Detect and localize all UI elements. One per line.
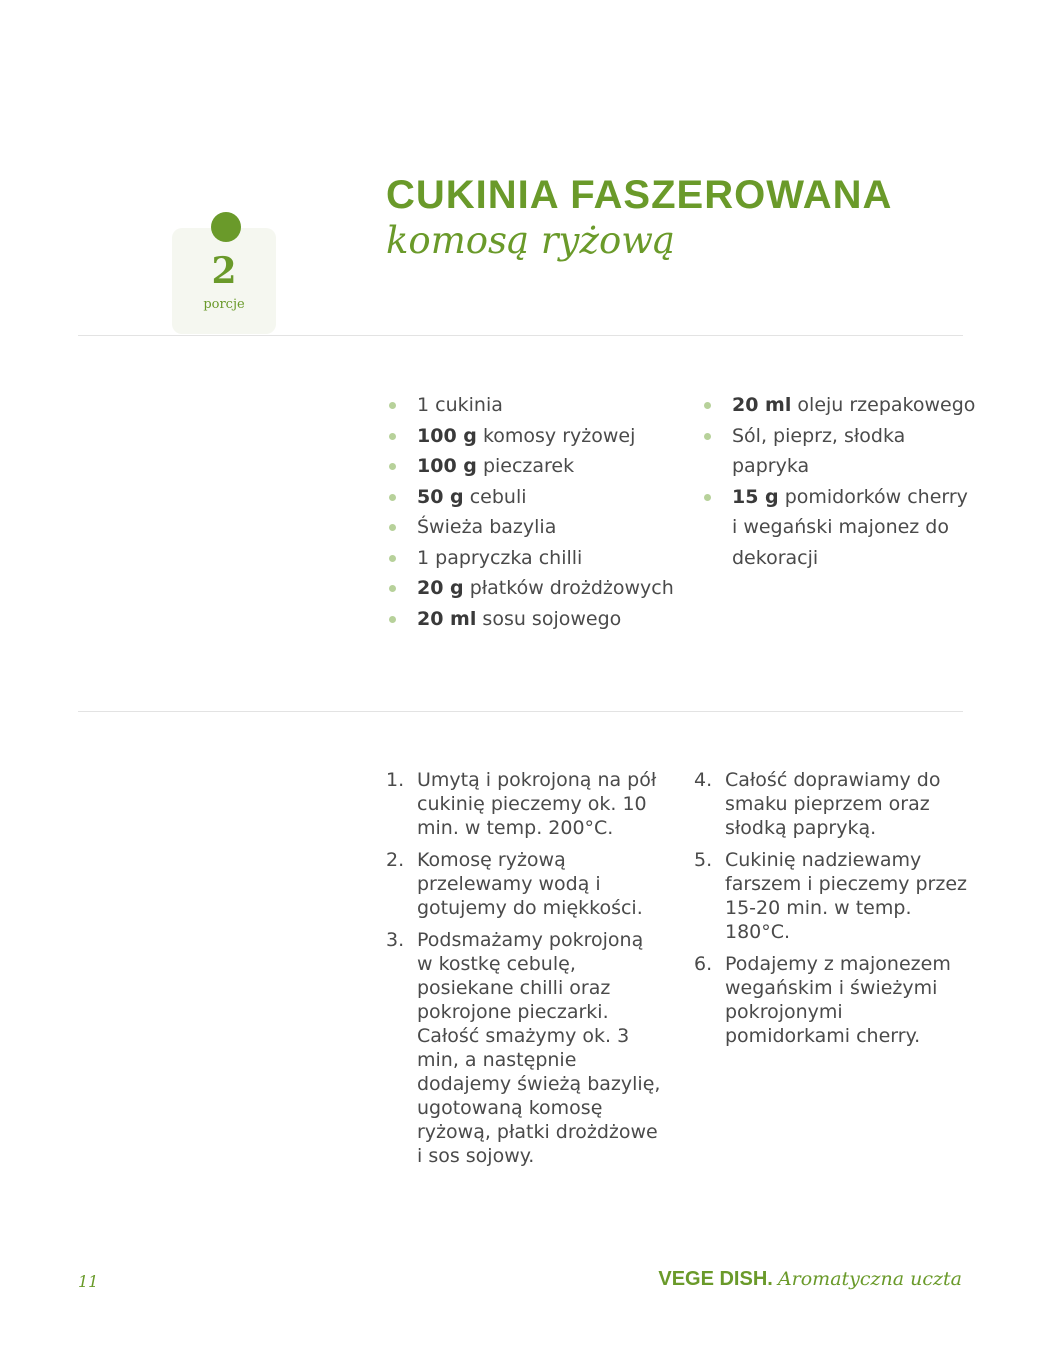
ingredient-item: [701, 390, 976, 421]
ingredient-item: [386, 512, 676, 543]
page-number: 11: [78, 1272, 99, 1291]
ingredient-item: [386, 390, 676, 421]
recipe-header: [386, 172, 892, 264]
servings-label: porcje: [203, 297, 245, 312]
ingredients-column-a: [386, 390, 676, 634]
servings-dot-icon: [211, 212, 241, 242]
step-number: 2.: [386, 849, 405, 871]
ingredient-quantity: 100 g: [417, 424, 477, 447]
step-text: Umytą i pokrojoną na pół cukinię pieczemy ok. 10 min. w temp. 200°C.: [417, 769, 657, 839]
ingredient-item: [386, 573, 676, 604]
ingredient-text: Sól, pieprz, słodka papryka: [732, 424, 906, 477]
divider-top: [78, 335, 963, 336]
recipe-subtitle: komosą ryżową: [386, 219, 675, 262]
step-number: 3.: [386, 929, 405, 951]
step-text: Komosę ryżową przelewamy wodą i gotujemy do miękkości.: [417, 849, 643, 919]
step-text: Podsmażamy pokrojoną w kostkę cebulę, posiekane chilli oraz pokrojone pieczarki. Całość smażymy ok. 3 min, a następnie dodajemy świeżą bazylię, ugotowaną komosę ryżową, płatki drożdżowe i sos sojowy.: [417, 929, 661, 1167]
divider-middle: [78, 711, 963, 712]
step-text: Cukinię nadziewamy farszem i pieczemy przez 15-20 min. w temp. 180°C.: [725, 849, 968, 943]
ingredient-item: [386, 482, 676, 513]
ingredient-text: Świeża bazylia: [417, 516, 557, 538]
steps-column-a: [386, 768, 661, 1176]
ingredient-item: [701, 421, 976, 482]
ingredient-text: pomidorków cherry i wegański majonez do dekoracji: [732, 485, 968, 569]
ingredient-quantity: 50 g: [417, 485, 464, 508]
ingredient-item: [386, 543, 676, 574]
step-text: Podajemy z majonezem wegańskim i świeżymi pokrojonymi pomidorkami cherry.: [725, 953, 951, 1047]
ingredient-item: [386, 451, 676, 482]
ingredient-text: 1 papryczka chilli: [417, 546, 583, 569]
step-number: 4.: [694, 769, 713, 791]
ingredient-quantity: 20 ml: [417, 607, 477, 630]
brand-name: VEGE DISH.: [658, 1268, 773, 1290]
step-item: [694, 768, 969, 840]
servings-count: 2: [211, 250, 237, 292]
step-number: 5.: [694, 849, 713, 871]
brand-tagline: Aromatyczna uczta: [777, 1268, 962, 1290]
ingredient-text: sosu sojowego: [482, 607, 622, 630]
ingredient-text: 1 cukinia: [417, 394, 503, 416]
step-text: Całość doprawiamy do smaku pieprzem oraz słodką papryką.: [725, 769, 941, 839]
step-item: [386, 928, 661, 1168]
ingredient-text: płatków drożdżowych: [469, 577, 674, 599]
step-number: 6.: [694, 953, 713, 975]
step-item: [386, 848, 661, 920]
ingredient-quantity: 20 g: [417, 577, 464, 599]
step-item: [694, 952, 969, 1048]
ingredient-quantity: 100 g: [417, 455, 477, 477]
recipe-title: CUKINIA FASZEROWANA: [386, 173, 893, 217]
step-item: [386, 768, 661, 840]
ingredient-item: [386, 604, 676, 635]
ingredient-quantity: 15 g: [732, 485, 779, 508]
ingredient-text: oleju rzepakowego: [797, 394, 976, 416]
ingredients-column-b: [701, 390, 976, 573]
footer-brand: [658, 1268, 962, 1291]
ingredient-text: cebuli: [469, 485, 527, 508]
ingredient-text: komosy ryżowej: [482, 424, 636, 447]
step-item: [694, 848, 969, 944]
ingredient-quantity: 20 ml: [732, 394, 792, 416]
step-number: 1.: [386, 769, 405, 791]
steps-column-b: [694, 768, 969, 1056]
ingredient-text: pieczarek: [482, 455, 575, 477]
ingredient-item: [386, 421, 676, 452]
ingredient-item: [701, 482, 976, 574]
